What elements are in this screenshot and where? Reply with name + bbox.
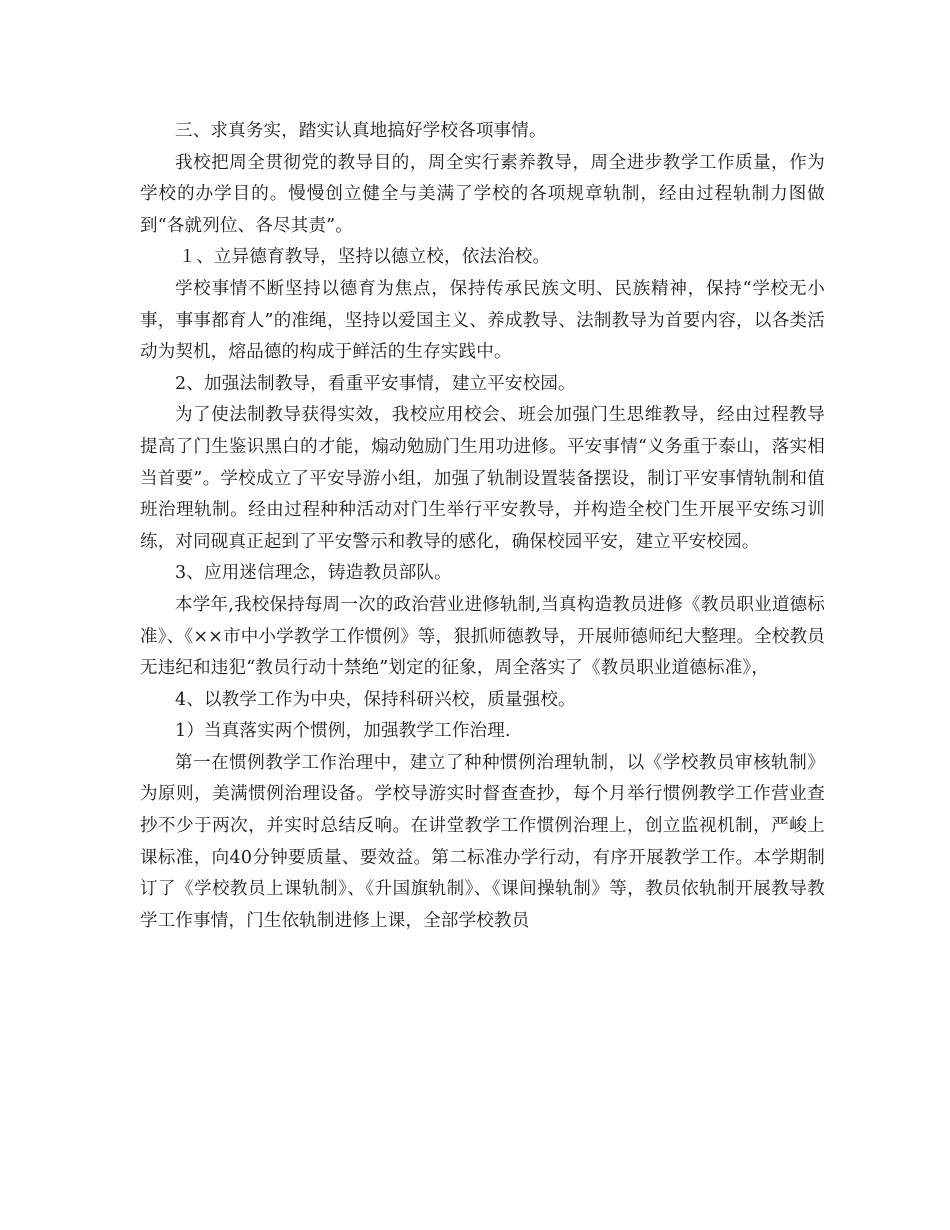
document-body <box>140 116 825 937</box>
body-paragraph: 我校把周全贯彻党的教导目的，周全实行素养教导，周全进步教学工作质量，作为学校的办学目的。慢慢创立健全与美满了学校的各项规章轨制，经由过程轨制力图做到“各就列位、各尽其责”。 <box>140 152 825 236</box>
subsection-heading-4: 4、以教学工作为中央，保持科研兴校，质量强校。 <box>175 689 576 710</box>
subsection-heading-3: 3、应用迷信理念，铸造教员部队。 <box>175 563 452 584</box>
body-paragraph: 为了使法制教导获得实效，我校应用校会、班会加强门生思维教导，经由过程教导提高了门生鉴识黑白的才能，煽动勉励门生用功进修。平安事情“义务重于泰山，落实相当首要”。学校成立了平安导游小组，加强了轨制设置装备摆设，制订平安事情轨制和值班治理轨制。经由过程种种活动对门生举行平安教导，并构造全校门生开展平安练习训练，对同砚真正起到了平安警示和教导的感化，确保校园平安，建立平安校园。 <box>140 405 825 552</box>
subsection-heading-1: １、立异德育教导，坚持以德立校，依法治校。 <box>178 247 551 268</box>
body-paragraph: 本学年,我校保持每周一次的政治营业进修轨制,当真构造教员进修《教员职业道德标准》、《××市中小学教学工作惯例》等，狠抓师德教导，开展师德师纪大整理。全校教员无违纪和违犯“教员行动十禁绝”划定的征象，周全落实了《教员职业道德标准》， <box>140 594 825 679</box>
body-paragraph: 第一在惯例教学工作治理中，建立了种种惯例治理轨制，以《学校教员审核轨制》为原则，美满惯例治理设备。学校导游实时督查查抄，每个月举行惯例教学工作营业查抄不少于两次，并实时总结反响。在讲堂教学工作惯例治理上，创立监视机制，严峻上课标准，向40分钟要质量、要效益。第二标准办学行动，有序开展教学工作。本学期制订了《学校教员上课轨制》、《升国旗轨制》、《课间操轨制》等，教员依轨制开展教导教学工作事情，门生依轨制进修上课，全部学校教员 <box>140 752 825 931</box>
section-heading-3: 三、求真务实，踏实认真地搞好学校各项事情。 <box>175 121 547 141</box>
sub-item-heading-1: 1）当真落实两个惯例，加强教学工作治理. <box>175 721 511 742</box>
subsection-heading-2: 2、加强法制教导，看重平安事情，建立平安校园。 <box>175 373 576 394</box>
body-paragraph: 学校事情不断坚持以德育为焦点，保持传承民族文明、民族精神，保持“学校无小事，事事都育人”的准绳，坚持以爱国主义、养成教导、法制教导为首要内容，以各类活动为契机，熔品德的构成于鲜活的生存实践中。 <box>140 278 825 363</box>
